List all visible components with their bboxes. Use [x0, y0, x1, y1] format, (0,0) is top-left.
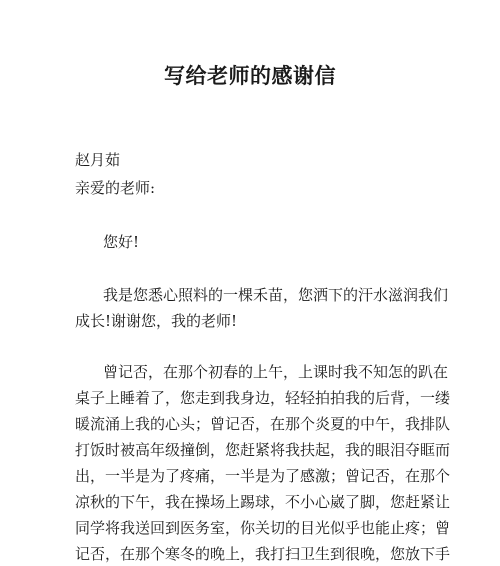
- paragraph2-line: 打饭时被高年级撞倒，您赶紧将我扶起，我的眼泪夺眶而: [75, 441, 451, 459]
- paragraph2-line: 桌子上睡着了，您走到我身边，轻轻拍拍我的后背，一缕: [75, 389, 451, 407]
- greeting: 您好!: [103, 233, 140, 251]
- letter-title: 写给老师的感谢信: [164, 63, 336, 88]
- paragraph1-line: 成长!谢谢您，我的老师!: [75, 312, 238, 330]
- paragraph1-line: 我是您悉心照料的一棵禾苗，您洒下的汗水滋润我们: [103, 286, 449, 304]
- author-name: 赵月茹: [75, 151, 121, 169]
- paragraph2-line: 暖流涌上我的心头；曾记否，在那个炎夏的中午，我排队: [75, 415, 451, 433]
- paragraph2-line: 出，一半是为了疼痛，一半是为了感激；曾记否，在那个: [75, 467, 451, 485]
- paragraph2-line: 同学将我送回到医务室，你关切的目光似乎也能止疼；曾: [75, 519, 451, 537]
- paragraph2-line: 曾记否，在那个初春的上午，上课时我不知怎的趴在: [103, 363, 449, 381]
- salutation: 亲爱的老师:: [75, 179, 156, 197]
- paragraph2-line: 凉秋的下午，我在操场上踢球，不小心崴了脚，您赶紧让: [75, 493, 451, 511]
- paragraph2-line: 记否，在那个寒冬的晚上，我打扫卫生到很晚，您放下手: [75, 545, 451, 563]
